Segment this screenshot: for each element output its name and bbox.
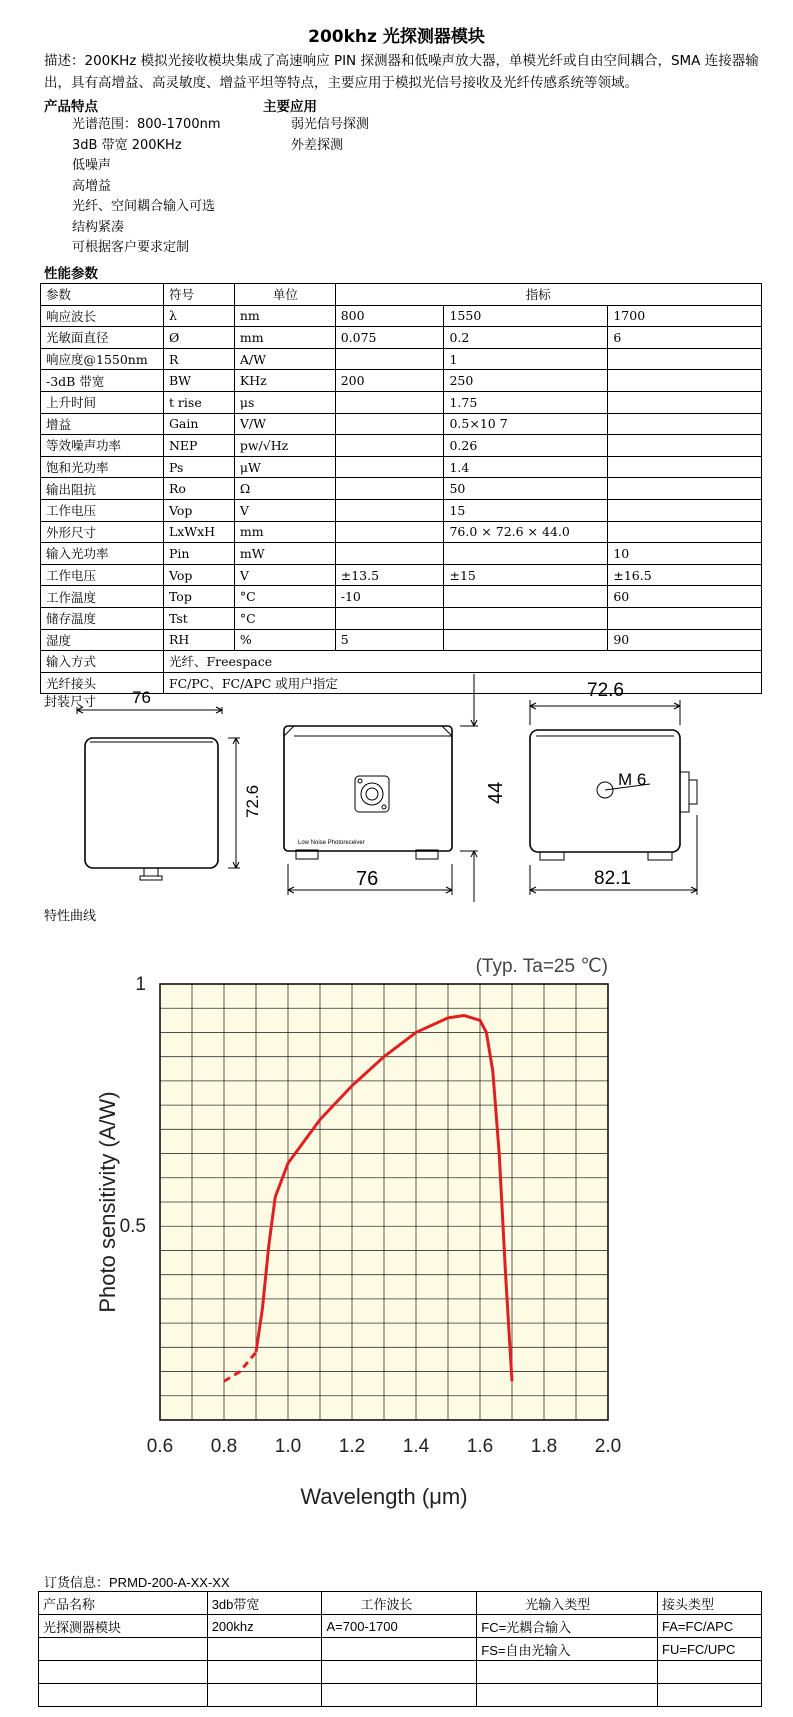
- spec-row: [41, 543, 762, 565]
- spec-cell: mm: [234, 521, 335, 543]
- spec-cell: 响应波长: [41, 305, 164, 327]
- spec-cell: °C: [234, 607, 335, 629]
- header-cell: 参数: [41, 284, 164, 306]
- spec-row: [41, 629, 762, 651]
- spec-cell: λ: [163, 305, 234, 327]
- spec-cell: [335, 456, 444, 478]
- order-cell: FA=FC/APC: [658, 1615, 762, 1638]
- spec-cell: Vop: [163, 499, 234, 521]
- x-tick-label: 2.0: [594, 1436, 622, 1457]
- spec-cell: 等效噪声功率: [41, 435, 164, 457]
- order-header-cell: 光输入类型: [477, 1592, 658, 1615]
- applications-heading: 主要应用: [263, 99, 317, 115]
- spec-cell: 6: [608, 327, 762, 349]
- spec-cell: 76.0 × 72.6 × 44.0: [444, 521, 608, 543]
- end-view: [530, 700, 697, 895]
- spec-cell: 响应度@1550nm: [41, 348, 164, 370]
- spec-cell: mm: [234, 327, 335, 349]
- spec-cell: 输入方式: [41, 651, 164, 673]
- spec-cell: [444, 543, 608, 565]
- spec-row: [41, 607, 762, 629]
- dim-side-height: 44: [485, 781, 507, 804]
- spec-table: [40, 283, 762, 694]
- spec-cell: °C: [234, 586, 335, 608]
- order-table: [38, 1591, 762, 1707]
- spec-cell: %: [234, 629, 335, 651]
- spec-cell: μs: [234, 391, 335, 413]
- spec-cell: 输入光功率: [41, 543, 164, 565]
- order-row: [39, 1661, 762, 1684]
- spec-cell: 800: [335, 305, 444, 327]
- spec-cell: [335, 543, 444, 565]
- spec-row: [41, 499, 762, 521]
- spec-cell: nm: [234, 305, 335, 327]
- package-heading: 封装尺寸: [44, 695, 97, 710]
- spec-cell: μW: [234, 456, 335, 478]
- order-cell: 光探测器模块: [39, 1615, 208, 1638]
- spec-cell: [608, 435, 762, 457]
- order-cell: FS=自由光输入: [477, 1638, 658, 1661]
- order-cell: 200khz: [207, 1615, 322, 1638]
- curve-heading: 特性曲线: [44, 909, 97, 924]
- order-row: [39, 1638, 762, 1661]
- spec-cell: 光纤、Freespace: [163, 651, 761, 673]
- side-view: [284, 674, 478, 902]
- spec-cell: [608, 499, 762, 521]
- spec-cell: RH: [163, 629, 234, 651]
- spec-cell: -3dB 带宽: [41, 370, 164, 392]
- spec-cell: Pin: [163, 543, 234, 565]
- spec-cell: [335, 478, 444, 500]
- spec-cell: 10: [608, 543, 762, 565]
- spec-cell: [335, 413, 444, 435]
- spec-cell: A/W: [234, 348, 335, 370]
- x-tick-label: 0.6: [146, 1436, 174, 1457]
- order-cell: A=700-1700: [322, 1615, 477, 1638]
- order-cell: FU=FC/UPC: [658, 1638, 762, 1661]
- spec-cell: [608, 521, 762, 543]
- spec-cell: [608, 456, 762, 478]
- spec-cell: NEP: [163, 435, 234, 457]
- spec-cell: 0.2: [444, 327, 608, 349]
- spec-cell: 输出阻抗: [41, 478, 164, 500]
- description: 描述：200KHz 模拟光接收模块集成了高速响应 PIN 探测器和低噪声放大器，单模光纤或自由空间耦合，SMA 连接器输出，具有高增益、高灵敏度、增益平坦等特点，主要应用于模拟光信号接收及光纤传感系统等领域。: [44, 53, 759, 91]
- order-cell: [322, 1684, 477, 1707]
- spec-cell: 15: [444, 499, 608, 521]
- spec-cell: FC/PC、FC/APC 或用户指定: [163, 672, 761, 694]
- order-cell: [207, 1638, 322, 1661]
- application-item: 外差探测: [291, 137, 344, 153]
- spec-cell: 工作电压: [41, 564, 164, 586]
- spec-cell: 湿度: [41, 629, 164, 651]
- order-cell: [39, 1684, 208, 1707]
- dim-front-height: 72.6: [243, 784, 262, 818]
- feature-item: 可根据客户要求定制: [72, 240, 190, 255]
- spec-cell: [608, 413, 762, 435]
- spec-cell: ±13.5: [335, 564, 444, 586]
- spec-cell: [335, 348, 444, 370]
- package-drawing: [60, 670, 760, 910]
- order-cell: [39, 1661, 208, 1684]
- order-header-cell: 接头类型: [658, 1592, 762, 1615]
- features-list: [72, 115, 221, 259]
- x-tick-label: 1.4: [402, 1436, 430, 1457]
- y-tick-label: 0.5: [119, 1216, 146, 1238]
- spec-cell: 5: [335, 629, 444, 651]
- spec-cell: 光纤接头: [41, 672, 164, 694]
- spec-row: [41, 327, 762, 349]
- spec-cell: 200: [335, 370, 444, 392]
- spec-cell: 储存温度: [41, 607, 164, 629]
- spec-cell: [335, 435, 444, 457]
- spec-cell: mW: [234, 543, 335, 565]
- spec-cell: Tst: [163, 607, 234, 629]
- order-info: [44, 1572, 230, 1591]
- spec-cell: 饱和光功率: [41, 456, 164, 478]
- order-cell: [207, 1684, 322, 1707]
- spec-row: [41, 521, 762, 543]
- header-cell: 指标: [335, 284, 761, 306]
- panel-label: Low Noise Photoreceiver: [298, 840, 365, 846]
- front-view: [77, 707, 240, 880]
- dim-side-width: 76: [356, 868, 379, 890]
- spec-row: [41, 478, 762, 500]
- spec-cell: 1.4: [444, 456, 608, 478]
- spec-cell: pw/√Hz: [234, 435, 335, 457]
- spec-cell: LxWxH: [163, 521, 234, 543]
- order-header-row: [39, 1592, 762, 1615]
- spec-heading: 性能参数: [44, 266, 98, 282]
- spec-row: [41, 370, 762, 392]
- spec-cell: 0.5×10 7: [444, 413, 608, 435]
- y-axis-label: Photo sensitivity (A/W): [95, 1091, 120, 1313]
- spec-cell: Ps: [163, 456, 234, 478]
- spec-cell: Top: [163, 586, 234, 608]
- x-tick-label: 1.8: [530, 1436, 558, 1457]
- x-tick-label: 1.0: [274, 1436, 302, 1457]
- order-header-cell: 工作波长: [322, 1592, 477, 1615]
- spec-cell: [608, 478, 762, 500]
- spec-cell: 1.75: [444, 391, 608, 413]
- spec-cell: ±16.5: [608, 564, 762, 586]
- spec-cell: 工作温度: [41, 586, 164, 608]
- spec-cell: -10: [335, 586, 444, 608]
- spec-cell: [608, 348, 762, 370]
- spec-cell: Ω: [234, 478, 335, 500]
- spec-row: [41, 586, 762, 608]
- order-cell: FC=光耦合输入: [477, 1615, 658, 1638]
- spec-cell: [444, 629, 608, 651]
- dim-end-width: 72.6: [587, 680, 624, 701]
- spec-cell: Ø: [163, 327, 234, 349]
- spec-cell: [608, 391, 762, 413]
- spec-row: [41, 456, 762, 478]
- spec-cell: R: [163, 348, 234, 370]
- dim-front-width: 76: [132, 688, 151, 707]
- x-axis-label: Wavelength (μm): [300, 1484, 468, 1509]
- order-cell: [322, 1661, 477, 1684]
- spec-cell: 外形尺寸: [41, 521, 164, 543]
- spec-cell: 1: [444, 348, 608, 370]
- spec-cell: 0.075: [335, 327, 444, 349]
- sensitivity-chart: [90, 930, 730, 1570]
- spec-cell: Vop: [163, 564, 234, 586]
- spec-cell: [444, 607, 608, 629]
- spec-cell: 增益: [41, 413, 164, 435]
- spec-cell: V: [234, 499, 335, 521]
- application-item: 弱光信号探测: [291, 117, 370, 132]
- spec-cell: 光敏面直径: [41, 327, 164, 349]
- y-ticks: [120, 974, 146, 1237]
- order-header-cell: 3db带宽: [207, 1592, 322, 1615]
- spec-cell: [335, 391, 444, 413]
- spec-cell: [444, 586, 608, 608]
- spec-cell: 60: [608, 586, 762, 608]
- order-cell: [477, 1684, 658, 1707]
- spec-cell: [608, 607, 762, 629]
- spec-cell: [335, 499, 444, 521]
- features-heading: 产品特点: [44, 99, 98, 115]
- spec-row: [41, 564, 762, 586]
- order-cell: [658, 1661, 762, 1684]
- x-ticks: [147, 1436, 621, 1457]
- page-title: 200khz 光探测器模块: [308, 27, 485, 47]
- spec-row: [41, 413, 762, 435]
- spec-cell: KHz: [234, 370, 335, 392]
- feature-item: 结构紧凑: [72, 219, 125, 235]
- feature-item: 低噪声: [72, 158, 112, 173]
- spec-cell: 工作电压: [41, 499, 164, 521]
- x-tick-label: 0.8: [210, 1436, 238, 1457]
- spec-cell: 90: [608, 629, 762, 651]
- feature-item: 3dB 带宽 200KHz: [72, 137, 182, 153]
- spec-cell: 50: [444, 478, 608, 500]
- order-cell: [477, 1661, 658, 1684]
- spec-row: [41, 435, 762, 457]
- applications-list: [291, 115, 369, 156]
- order-row: [39, 1615, 762, 1638]
- spec-cell: t rise: [163, 391, 234, 413]
- order-cell: [322, 1638, 477, 1661]
- chart-annotation: (Typ. Ta=25 ℃): [475, 956, 608, 977]
- spec-cell: 上升时间: [41, 391, 164, 413]
- spec-cell: [335, 607, 444, 629]
- chart-svg: [90, 930, 730, 1570]
- spec-cell: BW: [163, 370, 234, 392]
- order-row: [39, 1684, 762, 1707]
- order-cell: [39, 1638, 208, 1661]
- feature-item: 光纤、空间耦合输入可选: [72, 199, 216, 214]
- x-tick-label: 1.6: [466, 1436, 494, 1457]
- spec-cell: [335, 521, 444, 543]
- dim-end-length: 82.1: [594, 868, 631, 889]
- order-cell: [207, 1661, 322, 1684]
- spec-cell: Gain: [163, 413, 234, 435]
- spec-input-row: [41, 651, 762, 673]
- dim-thread: M 6: [618, 770, 647, 789]
- spec-cell: 250: [444, 370, 608, 392]
- spec-cell: V: [234, 564, 335, 586]
- spec-cell: 0.26: [444, 435, 608, 457]
- order-code: PRMD-200-A-XX-XX: [109, 1575, 230, 1590]
- y-tick-label: 1: [135, 974, 146, 995]
- spec-cell: ±15: [444, 564, 608, 586]
- header-cell: 单位: [234, 284, 335, 306]
- x-tick-label: 1.2: [338, 1436, 366, 1457]
- spec-cell: 1550: [444, 305, 608, 327]
- spec-cell: Ro: [163, 478, 234, 500]
- header-cell: 符号: [163, 284, 234, 306]
- order-header-cell: 产品名称: [39, 1592, 208, 1615]
- spec-row: [41, 391, 762, 413]
- spec-header-row: [41, 284, 762, 306]
- spec-cell: [608, 370, 762, 392]
- order-cell: [658, 1684, 762, 1707]
- spec-row: [41, 305, 762, 327]
- spec-cell: 1700: [608, 305, 762, 327]
- feature-item: 高增益: [72, 178, 112, 194]
- spec-row: [41, 348, 762, 370]
- spec-cell: V/W: [234, 413, 335, 435]
- order-label: 订货信息：: [44, 1575, 110, 1590]
- feature-item: 光谱范围：800-1700nm: [72, 117, 221, 132]
